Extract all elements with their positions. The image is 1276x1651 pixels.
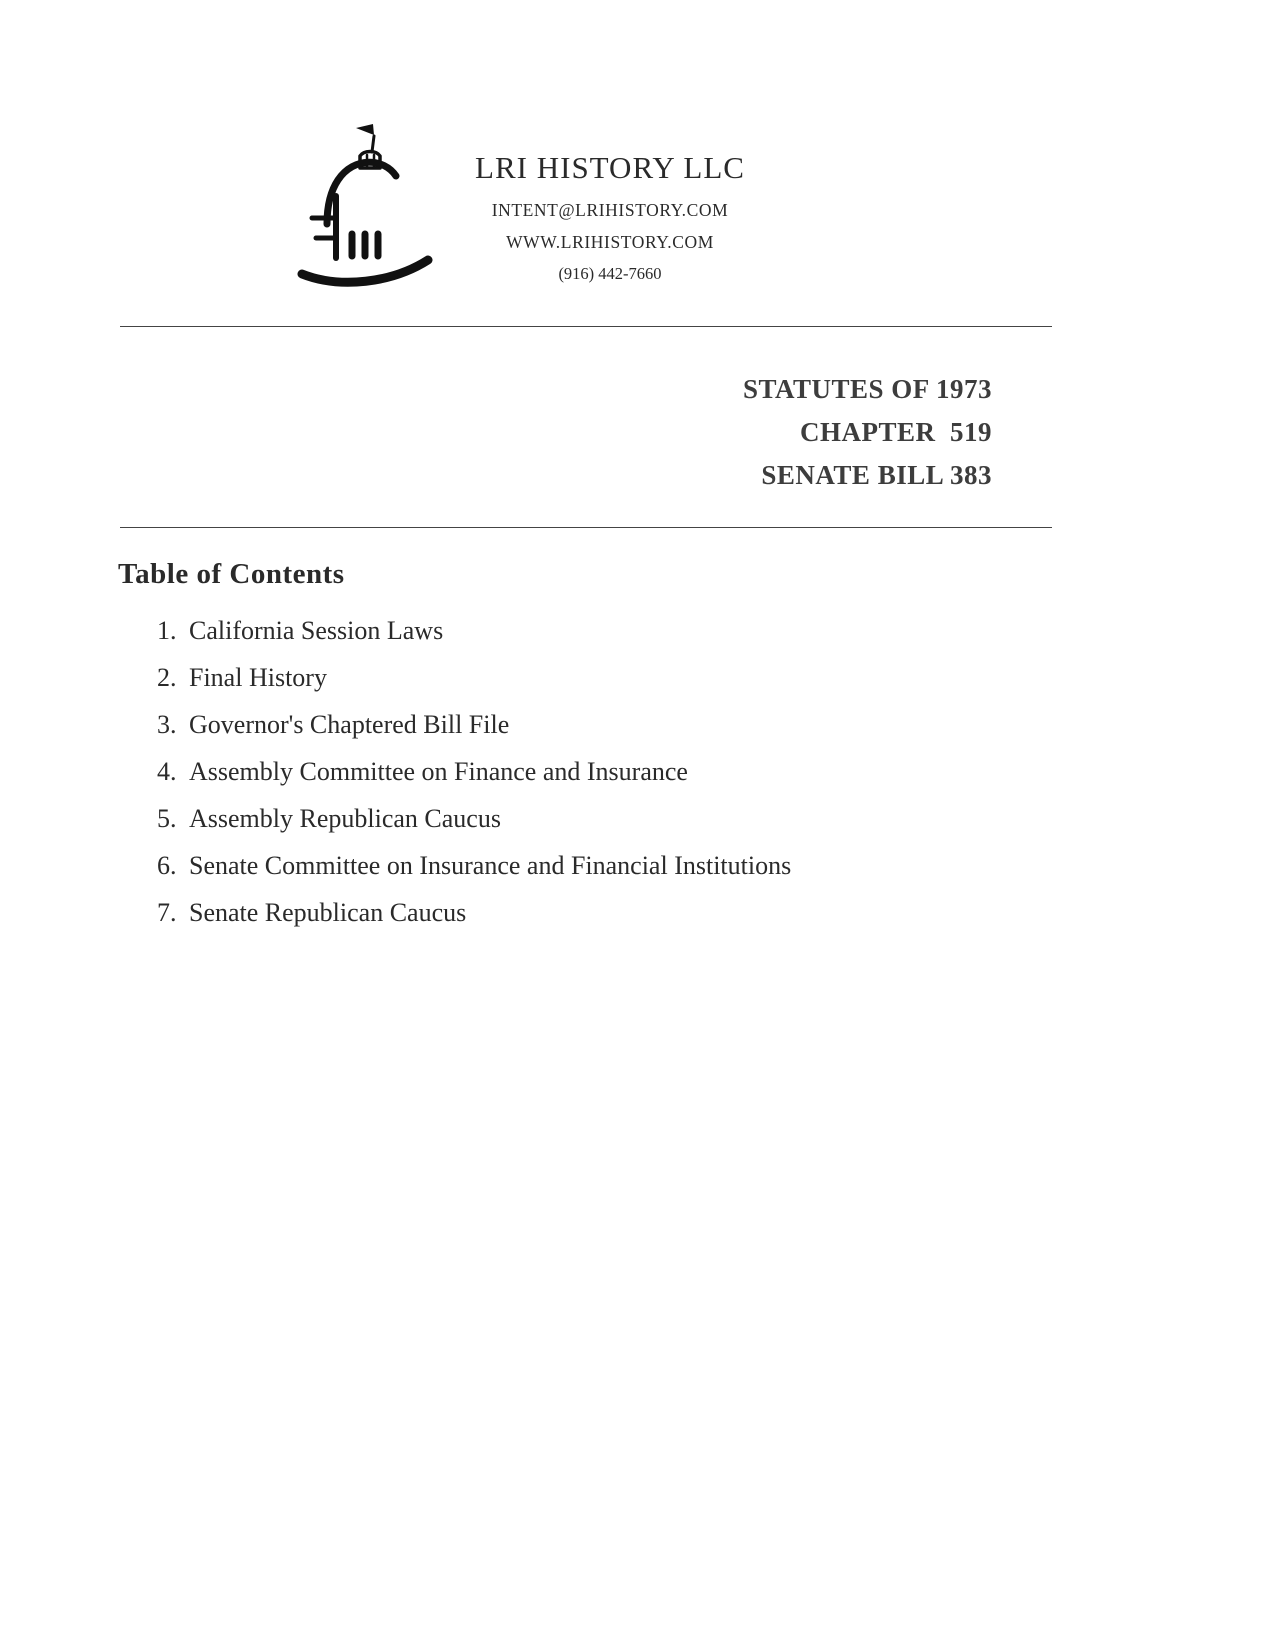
senate-bill-number: SENATE BILL 383 (761, 460, 992, 490)
company-website: WWW.LRIHISTORY.COM (506, 232, 714, 252)
letterhead (430, 150, 790, 284)
divider-bottom (120, 527, 1052, 528)
capitol-dome-logo (292, 122, 442, 292)
toc-item: 4. Assembly Committee on Finance and Insurance (183, 759, 791, 785)
toc-list (143, 618, 791, 947)
toc-item: 5. Assembly Republican Caucus (183, 806, 791, 832)
toc-item: 6. Senate Committee on Insurance and Financial Institutions (183, 853, 791, 879)
toc-item: 2. Final History (183, 665, 791, 691)
chapter-number: CHAPTER 519 (799, 417, 992, 447)
divider-top (120, 326, 1052, 327)
statute-reference (420, 368, 992, 497)
company-phone: (916) 442-7660 (558, 264, 662, 283)
toc-title: Table of Contents (118, 558, 345, 590)
flag-icon (356, 124, 374, 135)
toc-item: 1. California Session Laws (183, 618, 791, 644)
company-email: INTENT@LRIHISTORY.COM (491, 200, 729, 220)
company-name: LRI HISTORY LLC (475, 150, 745, 185)
toc-item: 3. Governor's Chaptered Bill File (183, 712, 791, 738)
toc-item: 7. Senate Republican Caucus (183, 900, 791, 926)
statutes-year: STATUTES OF 1973 (742, 374, 992, 404)
